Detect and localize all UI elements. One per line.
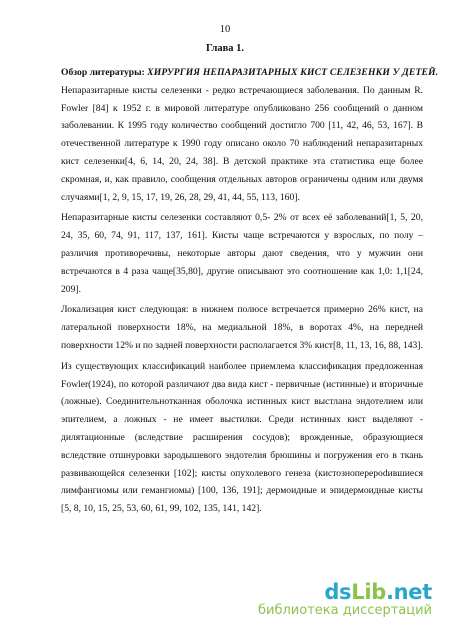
watermark-logo <box>258 581 432 603</box>
watermark-logo-lib: Lib <box>351 580 386 604</box>
section-heading <box>61 64 439 82</box>
watermark-logo-net: .net <box>385 580 432 604</box>
watermark-subtitle: библиотека диссертаций <box>258 603 432 618</box>
paragraph-4: Из существующих классификаций наиболее приемлема классификация предложенная Fowler(1924), по которой различают два вида кист - первичные (истинные) и вторичные (ложные). Соединительнотканная оболочка истинных кист выстлана эндотелием или эпителием, а ложных - не имеет выстилки. Среди истинных кист выделяют - дилятационные (вследствие расширения сосудов); врожденные, образующиеся вследствие отшнуровки зародышевого эндотелия брюшины и погружения его в ткань развивающейся селезенки [102]; кисты опухолевого генеза (кистозноперерodившиеся лимфангиомы или гемангиомы) [100, 136, 191]; дермоидные и эпидермоидные кисты [5, 8, 10, 15, 25, 53, 60, 61, 99, 102, 135, 141, 142]. <box>61 360 423 515</box>
page-number: 10 <box>219 24 231 35</box>
section-heading-label: Обзор литературы: <box>61 67 145 78</box>
document-body <box>61 64 439 521</box>
watermark-logo-ds: ds <box>324 580 352 604</box>
watermark <box>258 581 432 618</box>
paragraph-1: Непаразитарные кисты селезенки - редко встречающиеся заболевания. По данным R. Fowler [84] к 1952 г. в мировой литературе опубликовано 256 сообщений о данном заболевании. К 1995 году количество сообщений достигло 700 [11, 42, 46, 53, 167]. В отечественной литературе к 1990 году описано около 70 наблюдений непаразитарных кист селезенки[4, 6, 14, 20, 24, 38]. В детской практике эта статистика еще более скромная, и, как правило, сообщения отдельных авторов ограничены одним или двумя случаями[1, 2, 9, 15, 17, 19, 26, 28, 29, 41, 44, 55, 113, 160]. <box>61 84 423 203</box>
section-heading-title: ХИРУРГИЯ НЕПАРАЗИТАРНЫХ КИСТ СЕЛЕЗЕНКИ У ДЕТЕЙ. <box>147 67 439 78</box>
paragraph-2: Непаразитарные кисты селезенки составляют 0,5- 2% от всех её заболеваний[1, 5, 20, 24, 35, 60, 74, 91, 117, 137, 161]. Кисты чаще встречаются у взрослых, по полу – различия противоречивы, некоторые авторы дают сведения, что у мужчин они встречаются в 4 раза чаще[35,80], другие описывают это соотношение как 1,0: 1,1[24, 209]. <box>61 212 423 295</box>
paragraph-3: Локализация кист следующая: в нижнем полюсе встречается примерно 26% кист, на латеральной поверхности 18%, на медиальной 18%, в воротах 4%, на передней поверхности 12% и по задней поверхности располагается 3% кист[8, 11, 13, 16, 88, 143]. <box>61 304 423 351</box>
chapter-title: Глава 1. <box>205 43 245 54</box>
